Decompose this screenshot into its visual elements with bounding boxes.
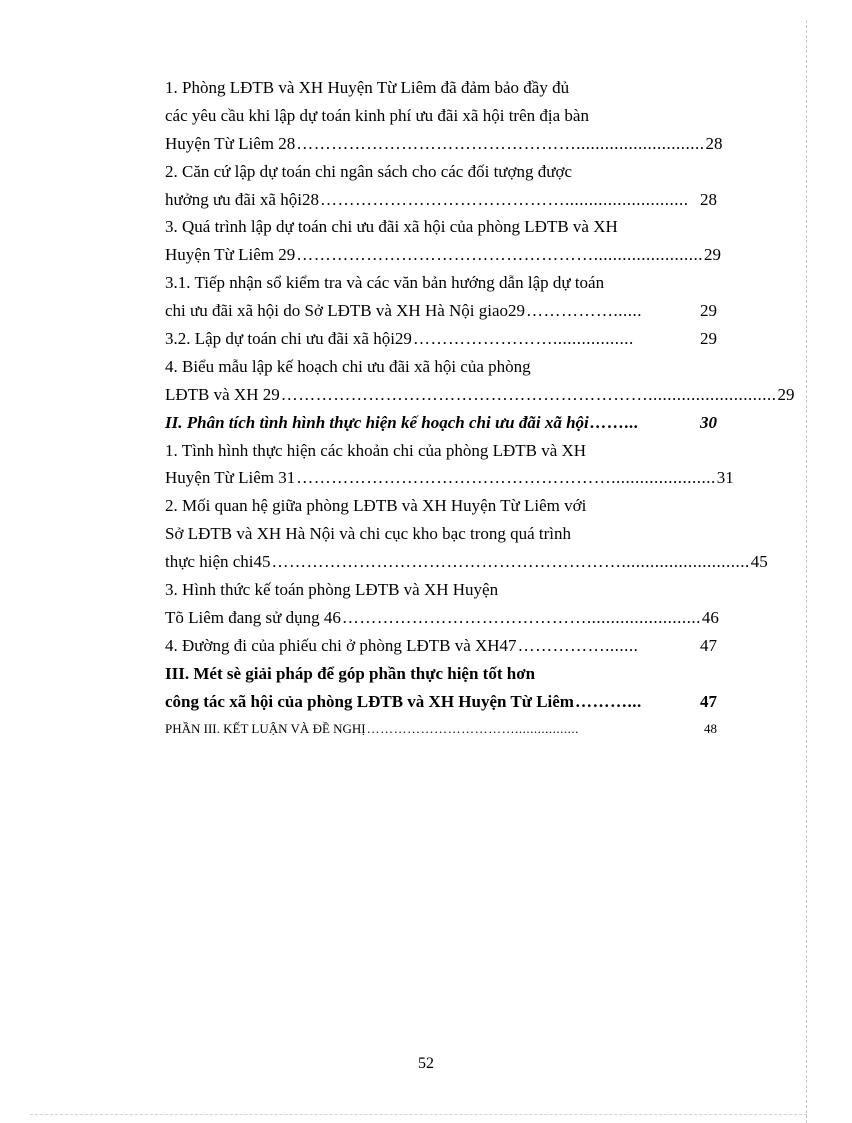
- toc-leader-dots: ………...: [574, 691, 642, 711]
- toc-leader-dots: ………………………………………………………...........................: [280, 384, 777, 404]
- toc-entry-with-page: [165, 186, 717, 214]
- toc-entry-text: 2. Căn cứ lập dự toán chi ngân sách cho các đối tượng được: [165, 161, 572, 181]
- toc-entry-with-page: [165, 409, 717, 437]
- toc-entry-with-page: [165, 325, 717, 353]
- toc-entry-title: thực hiện chi45: [165, 552, 271, 572]
- table-of-contents: [165, 74, 795, 743]
- page-edge-bottom: [30, 1114, 807, 1115]
- toc-entry-title: Huyện Từ Liêm 29: [165, 245, 296, 265]
- toc-leader-dots: …………………………….................: [366, 721, 579, 737]
- toc-page-number: 47: [700, 691, 717, 711]
- toc-leader-dots: ………………………………………………......................: [296, 468, 716, 488]
- toc-entry-with-page: [165, 297, 717, 325]
- toc-entry-title: II. Phân tích tình hình thực hiện kế hoạch chi ưu đãi xã hội: [165, 412, 589, 432]
- toc-entry-text: Sở LĐTB và XH Hà Nội và chi cục kho bạc trong quá trình: [165, 524, 572, 544]
- toc-entry-title: Huyện Từ Liêm 31: [165, 468, 296, 488]
- toc-page-number: 45: [750, 552, 768, 572]
- toc-entry-with-page: [165, 130, 723, 158]
- toc-entry-title: hưởng ưu đãi xã hội28: [165, 189, 319, 209]
- toc-leader-dots: …………………….................: [412, 329, 634, 349]
- toc-entry-with-page: [165, 715, 717, 743]
- toc-page-number: 47: [700, 635, 717, 655]
- toc-entry-with-page: [165, 688, 717, 716]
- toc-leader-dots: …………………………………………….......................: [296, 245, 703, 265]
- toc-page-number: 29: [700, 301, 717, 321]
- toc-leader-dots: ……………………………………..........................: [319, 189, 689, 209]
- toc-leader-dots: ……………………………………………………...........................: [271, 552, 750, 572]
- toc-page-number: 48: [704, 721, 717, 737]
- page-edge-right: [806, 20, 807, 1123]
- toc-leader-dots: ……………......: [526, 301, 643, 321]
- toc-entry-with-page: [165, 464, 734, 492]
- toc-page-number: 28: [705, 133, 723, 153]
- toc-entry-text: 3. Quá trình lập dự toán chi ưu đãi xã hội của phòng LĐTB và XH: [165, 217, 618, 237]
- toc-page-number: 46: [701, 607, 719, 627]
- toc-entry-title: LĐTB và XH 29: [165, 384, 280, 404]
- toc-page-number: 28: [700, 189, 717, 209]
- toc-entry-text: 4. Biểu mẫu lập kế hoạch chi ưu đãi xã hội của phòng: [165, 356, 531, 376]
- toc-entry-text: các yêu cầu khi lập dự toán kinh phí ưu đãi xã hội trên địa bàn: [165, 105, 589, 125]
- toc-entry-with-page: [165, 548, 768, 576]
- toc-leader-dots: …………………………………………...........................: [296, 133, 705, 153]
- toc-entry-title: PHẦN III. KẾT LUẬN VÀ ĐỀ NGHỊ: [165, 721, 366, 737]
- toc-leader-dots: …………….......: [517, 635, 639, 655]
- toc-entry-with-page: [165, 604, 717, 632]
- toc-entry-with-page: [165, 241, 721, 269]
- toc-entry-title: Huyện Từ Liêm 28: [165, 133, 296, 153]
- toc-entry-text: 1. Tình hình thực hiện các khoản chi của phòng LĐTB và XH: [165, 440, 587, 460]
- toc-entry-text: 1. Phòng LĐTB và XH Huyện Từ Liêm đã đảm bảo đầy đủ: [165, 78, 570, 97]
- toc-entry-text: III. Mét sè giải pháp để góp phần thực hiện tốt hơn: [165, 663, 536, 683]
- toc-entry-with-page: [165, 632, 717, 660]
- toc-entry-text: 3.1. Tiếp nhận sổ kiểm tra và các văn bản hướng dẫn lập dự toán: [165, 273, 605, 293]
- toc-entry-title: công tác xã hội của phòng LĐTB và XH Huyện Từ Liêm: [165, 691, 574, 711]
- page-number: 52: [418, 1055, 434, 1072]
- toc-page-number: 29: [700, 329, 717, 349]
- toc-page-number: 29: [777, 384, 795, 404]
- toc-entry-text: 3. Hình thức kế toán phòng LĐTB và XH Huyện: [165, 580, 499, 600]
- toc-page-number: 30: [700, 412, 717, 432]
- toc-page-number: 31: [716, 468, 734, 488]
- toc-entry-title: 3.2. Lập dự toán chi ưu đãi xã hội29: [165, 329, 412, 349]
- toc-page-number: 29: [704, 245, 721, 265]
- toc-entry-title: Tõ Liêm đang sử dụng 46: [165, 607, 341, 627]
- toc-leader-dots: ……...: [589, 412, 640, 432]
- toc-entry-text: 2. Mối quan hệ giữa phòng LĐTB và XH Huyện Từ Liêm với: [165, 496, 587, 516]
- toc-entry-title: 4. Đường đi của phiếu chi ở phòng LĐTB và XH47: [165, 635, 517, 655]
- toc-entry-with-page: [165, 381, 795, 409]
- toc-entry-title: chi ưu đãi xã hội do Sở LĐTB và XH Hà Nội giao29: [165, 301, 526, 321]
- toc-leader-dots: ……………………………………........................: [341, 607, 701, 627]
